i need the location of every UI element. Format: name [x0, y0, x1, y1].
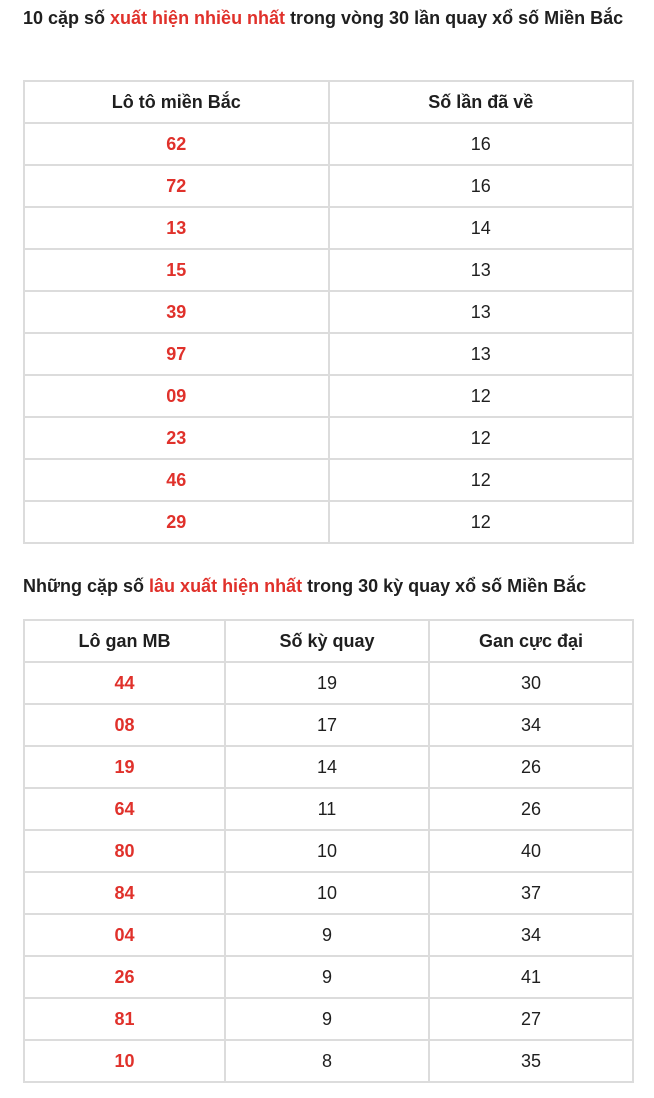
max-gap: 26: [429, 788, 633, 830]
lottery-number: 08: [24, 704, 225, 746]
max-gap: 30: [429, 662, 633, 704]
draw-count: 9: [225, 956, 429, 998]
appearance-count: 12: [329, 417, 634, 459]
appearance-count: 13: [329, 333, 634, 375]
draw-count: 14: [225, 746, 429, 788]
lottery-number: 62: [24, 123, 329, 165]
table-row: [24, 417, 633, 459]
section-title-most-frequent: [23, 4, 635, 33]
max-gap: 40: [429, 830, 633, 872]
appearance-count: 12: [329, 375, 634, 417]
table-row: [24, 375, 633, 417]
table-row: [24, 459, 633, 501]
table-row: [24, 788, 633, 830]
lottery-number: 26: [24, 956, 225, 998]
draw-count: 10: [225, 872, 429, 914]
header-lo-gan: Lô gan MB: [24, 620, 225, 662]
lottery-number: 39: [24, 291, 329, 333]
table-row: [24, 1040, 633, 1082]
appearance-count: 12: [329, 501, 634, 543]
header-max-gap: Gan cực đại: [429, 620, 633, 662]
lottery-number: 46: [24, 459, 329, 501]
lottery-number: 84: [24, 872, 225, 914]
lo-gan-table: [23, 619, 634, 1083]
title-highlight[interactable]: lâu xuất hiện nhất: [149, 576, 303, 596]
table-row: [24, 165, 633, 207]
lottery-number: 72: [24, 165, 329, 207]
table-row: [24, 291, 633, 333]
lottery-number: 10: [24, 1040, 225, 1082]
max-gap: 26: [429, 746, 633, 788]
table-row: [24, 914, 633, 956]
appearance-count: 13: [329, 249, 634, 291]
header-count: Số lần đã về: [329, 81, 634, 123]
lottery-number: 23: [24, 417, 329, 459]
appearance-count: 16: [329, 123, 634, 165]
lottery-number: 80: [24, 830, 225, 872]
table-row: [24, 333, 633, 375]
max-gap: 41: [429, 956, 633, 998]
lottery-number: 04: [24, 914, 225, 956]
table-row: [24, 956, 633, 998]
appearance-count: 14: [329, 207, 634, 249]
draw-count: 8: [225, 1040, 429, 1082]
lottery-number: 97: [24, 333, 329, 375]
table-row: [24, 249, 633, 291]
most-frequent-table: [23, 80, 634, 544]
title-suffix: trong 30 kỳ quay xổ số Miền Bắc: [302, 576, 587, 596]
table-row: [24, 746, 633, 788]
lottery-number: 09: [24, 375, 329, 417]
section-title-longest-absent: [23, 572, 635, 601]
appearance-count: 12: [329, 459, 634, 501]
lottery-number: 15: [24, 249, 329, 291]
draw-count: 17: [225, 704, 429, 746]
lottery-number: 64: [24, 788, 225, 830]
table-header-row: [24, 620, 633, 662]
max-gap: 34: [429, 704, 633, 746]
lottery-number: 81: [24, 998, 225, 1040]
table-row: [24, 123, 633, 165]
table-row: [24, 830, 633, 872]
title-suffix: trong vòng 30 lần quay xổ số Miền Bắc: [285, 8, 624, 28]
max-gap: 37: [429, 872, 633, 914]
table-row: [24, 704, 633, 746]
lottery-number: 13: [24, 207, 329, 249]
draw-count: 19: [225, 662, 429, 704]
title-prefix: 10 cặp số: [23, 8, 111, 28]
header-draws: Số kỳ quay: [225, 620, 429, 662]
max-gap: 35: [429, 1040, 633, 1082]
table-row: [24, 662, 633, 704]
max-gap: 34: [429, 914, 633, 956]
appearance-count: 13: [329, 291, 634, 333]
lottery-number: 19: [24, 746, 225, 788]
title-highlight[interactable]: xuất hiện nhiều nhất: [110, 8, 286, 28]
draw-count: 10: [225, 830, 429, 872]
title-prefix: Những cặp số: [23, 576, 150, 596]
table-header-row: [24, 81, 633, 123]
appearance-count: 16: [329, 165, 634, 207]
lottery-number: 29: [24, 501, 329, 543]
draw-count: 11: [225, 788, 429, 830]
draw-count: 9: [225, 914, 429, 956]
draw-count: 9: [225, 998, 429, 1040]
lottery-number: 44: [24, 662, 225, 704]
header-lo-to: Lô tô miền Bắc: [24, 81, 329, 123]
table-row: [24, 207, 633, 249]
table-row: [24, 501, 633, 543]
max-gap: 27: [429, 998, 633, 1040]
table-row: [24, 872, 633, 914]
table-row: [24, 998, 633, 1040]
